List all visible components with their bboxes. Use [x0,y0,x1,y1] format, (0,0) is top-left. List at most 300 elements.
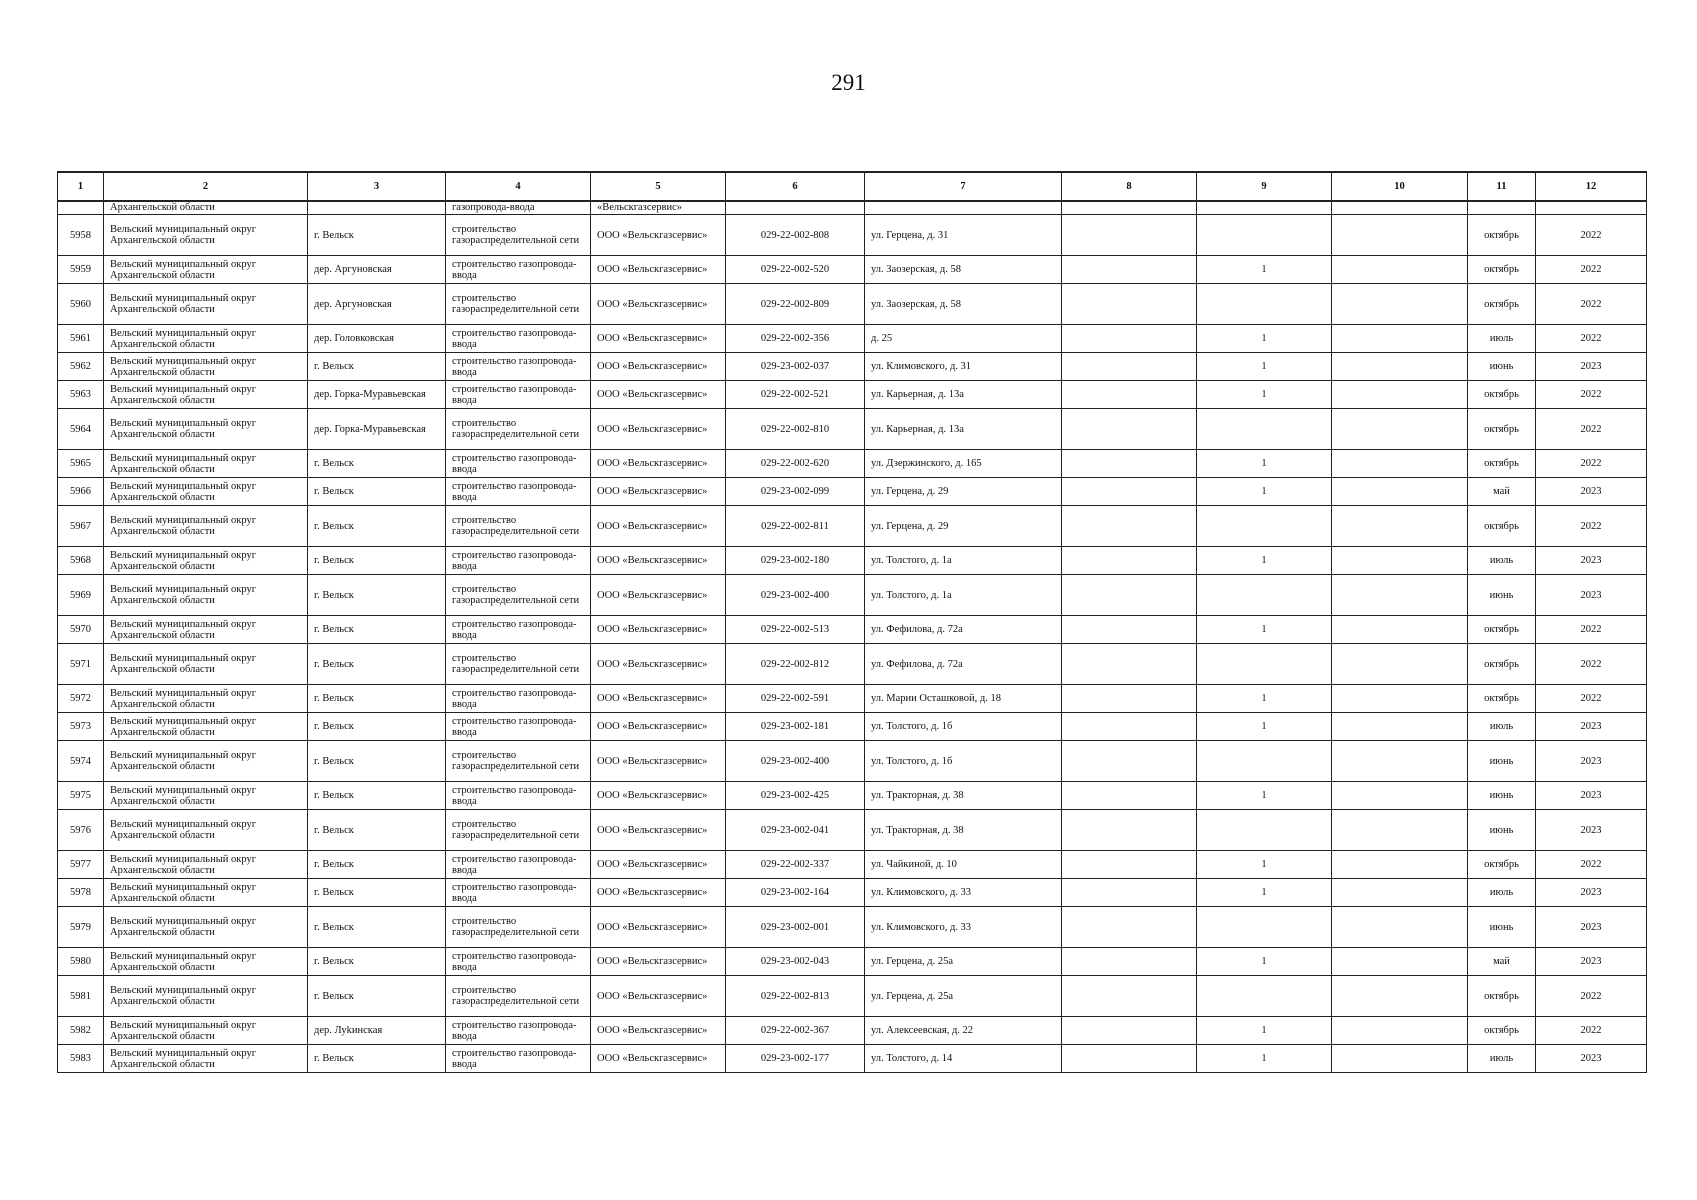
cell-municipality: Вельский муниципальный округ Архангельской области [104,478,308,506]
cell-col8 [1062,616,1197,644]
cell-month: май [1468,478,1536,506]
cell-work: строительство газораспределительной сети [446,409,591,450]
cell-col10 [1332,782,1468,810]
cell-address: ул. Толстого, д. 1а [865,547,1062,575]
cell-settlement: г. Вельск [308,353,446,381]
table-row [58,644,1647,685]
cell-contractor: ООО «Вельскгазсервис» [591,256,726,284]
cell-col9 [1197,284,1332,325]
cell-year: 2022 [1536,409,1647,450]
cell-work: строительство газопровода-ввода [446,381,591,409]
cell-address: ул. Герцена, д. 25а [865,948,1062,976]
cell-col9: 1 [1197,478,1332,506]
cell-address: ул. Герцена, д. 25а [865,976,1062,1017]
cell-settlement: г. Вельск [308,810,446,851]
cell-contractor: ООО «Вельскгазсервис» [591,741,726,782]
cell-contractor: ООО «Вельскгазсервис» [591,782,726,810]
cell-address: ул. Алексеевская, д. 22 [865,1017,1062,1045]
cell-month: октябрь [1468,851,1536,879]
cell-month: октябрь [1468,215,1536,256]
cell-month: июль [1468,325,1536,353]
cell-month: октябрь [1468,381,1536,409]
cell-year: 2022 [1536,256,1647,284]
cell-code: 029-23-002-400 [726,575,865,616]
cell-num: 5977 [58,851,104,879]
cell-municipality: Вельский муниципальный округ Архангельской области [104,506,308,547]
cell-contractor: ООО «Вельскгазсервис» [591,381,726,409]
cell-municipality: Вельский муниципальный округ Архангельской области [104,409,308,450]
cell-code: 029-23-002-099 [726,478,865,506]
cell-municipality: Вельский муниципальный округ Архангельской области [104,381,308,409]
cell-municipality: Вельский муниципальный округ Архангельской области [104,810,308,851]
cell-address: ул. Тракторная, д. 38 [865,810,1062,851]
cell-year: 2022 [1536,381,1647,409]
table-row [58,284,1647,325]
cell-address: ул. Климовского, д. 33 [865,907,1062,948]
table-row [58,976,1647,1017]
cell-year: 2022 [1536,284,1647,325]
cell-col8 [1062,948,1197,976]
cell-col10 [1332,478,1468,506]
cell-col9 [1197,215,1332,256]
column-header: 7 [865,172,1062,201]
cell-num: 5958 [58,215,104,256]
cell-work: газопровода-ввода [446,201,591,215]
cell-num: 5972 [58,685,104,713]
cell-work: строительство газопровода-ввода [446,616,591,644]
cell-num: 5966 [58,478,104,506]
cell-col10 [1332,547,1468,575]
cell-year: 2022 [1536,325,1647,353]
cell-work: строительство газопровода-ввода [446,478,591,506]
cell-address: ул. Заозерская, д. 58 [865,256,1062,284]
cell-work: строительство газопровода-ввода [446,1017,591,1045]
cell-settlement: г. Вельск [308,782,446,810]
cell-code: 029-23-002-425 [726,782,865,810]
cell-col10 [1332,948,1468,976]
cell-col10 [1332,450,1468,478]
cell-municipality: Вельский муниципальный округ Архангельской области [104,284,308,325]
table-row [58,741,1647,782]
cell-col10 [1332,381,1468,409]
cell-col8 [1062,284,1197,325]
cell-year: 2023 [1536,478,1647,506]
cell-code: 029-23-002-180 [726,547,865,575]
cell-contractor: ООО «Вельскгазсервис» [591,575,726,616]
cell-col10 [1332,353,1468,381]
cell-municipality: Вельский муниципальный округ Архангельской области [104,215,308,256]
cell-work: строительство газораспределительной сети [446,644,591,685]
cell-address: ул. Карьерная, д. 13а [865,381,1062,409]
cell-year: 2023 [1536,741,1647,782]
cell-settlement: дер. Горка-Муравьевская [308,381,446,409]
cell-col8 [1062,1017,1197,1045]
cell-contractor: ООО «Вельскгазсервис» [591,879,726,907]
cell-col8 [1062,450,1197,478]
cell-year: 2022 [1536,215,1647,256]
cell-address: ул. Чайкиной, д. 10 [865,851,1062,879]
cell-contractor: ООО «Вельскгазсервис» [591,547,726,575]
cell-municipality: Архангельской области [104,201,308,215]
cell-settlement: г. Вельск [308,907,446,948]
cell-num: 5974 [58,741,104,782]
cell-municipality: Вельский муниципальный округ Архангельской области [104,879,308,907]
cell-address: ул. Герцена, д. 29 [865,478,1062,506]
cell-code: 029-22-002-809 [726,284,865,325]
cell-address: ул. Толстого, д. 14 [865,1045,1062,1073]
cell-num: 5973 [58,713,104,741]
cell-address: ул. Герцена, д. 29 [865,506,1062,547]
table-row [58,353,1647,381]
column-header: 2 [104,172,308,201]
cell-code: 029-22-002-620 [726,450,865,478]
cell-col9: 1 [1197,450,1332,478]
cell-code: 029-22-002-513 [726,616,865,644]
cell-num: 5976 [58,810,104,851]
cell-month: июль [1468,547,1536,575]
cell-settlement: дер. Аргуновская [308,284,446,325]
cell-col10 [1332,284,1468,325]
cell-work: строительство газопровода-ввода [446,325,591,353]
cell-col9: 1 [1197,948,1332,976]
table-row [58,256,1647,284]
cell-settlement: г. Вельск [308,741,446,782]
cell-num: 5963 [58,381,104,409]
cell-municipality: Вельский муниципальный округ Архангельской области [104,976,308,1017]
cell-num: 5981 [58,976,104,1017]
cell-col10 [1332,851,1468,879]
cell-settlement: г. Вельск [308,976,446,1017]
cell-col9 [1197,201,1332,215]
cell-year: 2022 [1536,685,1647,713]
cell-address: ул. Тракторная, д. 38 [865,782,1062,810]
cell-col8 [1062,201,1197,215]
cell-year: 2023 [1536,1045,1647,1073]
cell-code: 029-23-002-041 [726,810,865,851]
column-header: 12 [1536,172,1647,201]
cell-contractor: ООО «Вельскгазсервис» [591,478,726,506]
cell-col10 [1332,1045,1468,1073]
cell-work: строительство газопровода-ввода [446,353,591,381]
cell-code: 029-22-002-811 [726,506,865,547]
table-row [58,325,1647,353]
cell-work: строительство газопровода-ввода [446,450,591,478]
cell-month: июнь [1468,782,1536,810]
cell-col8 [1062,907,1197,948]
cell-code: 029-22-002-810 [726,409,865,450]
cell-address: ул. Климовского, д. 33 [865,879,1062,907]
cell-num: 5959 [58,256,104,284]
cell-year: 2023 [1536,547,1647,575]
table-row [58,782,1647,810]
table-row [58,713,1647,741]
cell-settlement: г. Вельск [308,644,446,685]
column-header: 3 [308,172,446,201]
cell-month: июнь [1468,353,1536,381]
cell-col10 [1332,506,1468,547]
cell-col9: 1 [1197,879,1332,907]
cell-col10 [1332,1017,1468,1045]
cell-year: 2022 [1536,450,1647,478]
cell-code: 029-22-002-808 [726,215,865,256]
cell-month: октябрь [1468,616,1536,644]
cell-num [58,201,104,215]
cell-col10 [1332,713,1468,741]
cell-settlement: дер. Аргуновская [308,256,446,284]
cell-col8 [1062,782,1197,810]
cell-col9: 1 [1197,851,1332,879]
cell-settlement: г. Вельск [308,450,446,478]
cell-col10 [1332,616,1468,644]
cell-col8 [1062,879,1197,907]
cell-num: 5962 [58,353,104,381]
cell-col9 [1197,907,1332,948]
cell-month: июль [1468,713,1536,741]
register-table [57,171,1647,1073]
cell-col9 [1197,976,1332,1017]
table-row [58,851,1647,879]
cell-municipality: Вельский муниципальный округ Архангельской области [104,616,308,644]
cell-address: ул. Карьерная, д. 13а [865,409,1062,450]
cell-contractor: ООО «Вельскгазсервис» [591,506,726,547]
cell-municipality: Вельский муниципальный округ Архангельской области [104,575,308,616]
cell-work: строительство газопровода-ввода [446,713,591,741]
cell-contractor: ООО «Вельскгазсервис» [591,450,726,478]
column-header: 4 [446,172,591,201]
cell-settlement: г. Вельск [308,685,446,713]
cell-month: октябрь [1468,644,1536,685]
cell-settlement: г. Вельск [308,575,446,616]
cell-col10 [1332,409,1468,450]
cell-year: 2023 [1536,575,1647,616]
cell-month: июнь [1468,907,1536,948]
cell-col8 [1062,741,1197,782]
cell-municipality: Вельский муниципальный округ Архангельской области [104,256,308,284]
cell-code: 029-22-002-337 [726,851,865,879]
cell-contractor: ООО «Вельскгазсервис» [591,851,726,879]
cell-settlement: г. Вельск [308,851,446,879]
cell-col9 [1197,810,1332,851]
cell-col9: 1 [1197,325,1332,353]
cell-col8 [1062,685,1197,713]
cell-month: октябрь [1468,450,1536,478]
cell-col9: 1 [1197,685,1332,713]
cell-address: ул. Толстого, д. 1б [865,713,1062,741]
cell-contractor: «Вельскгазсервис» [591,201,726,215]
table-row [58,1045,1647,1073]
cell-col10 [1332,201,1468,215]
cell-month: октябрь [1468,409,1536,450]
cell-num: 5968 [58,547,104,575]
cell-num: 5971 [58,644,104,685]
table-row [58,478,1647,506]
cell-contractor: ООО «Вельскгазсервис» [591,325,726,353]
cell-month: октябрь [1468,506,1536,547]
cell-code: 029-23-002-037 [726,353,865,381]
cell-num: 5969 [58,575,104,616]
cell-contractor: ООО «Вельскгазсервис» [591,616,726,644]
cell-year: 2023 [1536,713,1647,741]
cell-col10 [1332,215,1468,256]
cell-settlement: г. Вельск [308,948,446,976]
cell-col8 [1062,353,1197,381]
column-header: 10 [1332,172,1468,201]
cell-year: 2022 [1536,851,1647,879]
table-row [58,547,1647,575]
cell-code [726,201,865,215]
header-row [58,172,1647,201]
cell-contractor: ООО «Вельскгазсервис» [591,284,726,325]
cell-num: 5960 [58,284,104,325]
cell-year: 2023 [1536,782,1647,810]
cell-col8 [1062,381,1197,409]
cell-work: строительство газораспределительной сети [446,215,591,256]
cell-work: строительство газораспределительной сети [446,810,591,851]
column-header: 1 [58,172,104,201]
cell-col10 [1332,575,1468,616]
cell-col8 [1062,215,1197,256]
cell-address: ул. Климовского, д. 31 [865,353,1062,381]
cell-num: 5967 [58,506,104,547]
cell-col9: 1 [1197,713,1332,741]
cell-work: строительство газопровода-ввода [446,948,591,976]
cell-col9: 1 [1197,547,1332,575]
cell-work: строительство газопровода-ввода [446,879,591,907]
cell-col9: 1 [1197,1017,1332,1045]
cell-municipality: Вельский муниципальный округ Архангельской области [104,644,308,685]
cell-num: 5982 [58,1017,104,1045]
continuation-row [58,201,1647,215]
cell-col9: 1 [1197,256,1332,284]
cell-municipality: Вельский муниципальный округ Архангельской области [104,782,308,810]
cell-code: 029-23-002-164 [726,879,865,907]
cell-work: строительство газопровода-ввода [446,547,591,575]
cell-col8 [1062,547,1197,575]
cell-col8 [1062,256,1197,284]
cell-col8 [1062,713,1197,741]
cell-code: 029-22-002-521 [726,381,865,409]
cell-address: ул. Толстого, д. 1б [865,741,1062,782]
column-header: 6 [726,172,865,201]
cell-year: 2023 [1536,879,1647,907]
cell-code: 029-22-002-591 [726,685,865,713]
cell-year: 2022 [1536,976,1647,1017]
cell-work: строительство газораспределительной сети [446,976,591,1017]
cell-col10 [1332,256,1468,284]
cell-contractor: ООО «Вельскгазсервис» [591,644,726,685]
table-row [58,948,1647,976]
cell-year: 2023 [1536,907,1647,948]
cell-num: 5983 [58,1045,104,1073]
cell-month: июнь [1468,575,1536,616]
table-row [58,1017,1647,1045]
cell-municipality: Вельский муниципальный округ Архангельской области [104,948,308,976]
cell-code: 029-22-002-367 [726,1017,865,1045]
cell-col8 [1062,575,1197,616]
cell-col10 [1332,685,1468,713]
cell-col8 [1062,1045,1197,1073]
cell-settlement [308,201,446,215]
cell-contractor: ООО «Вельскгазсервис» [591,976,726,1017]
cell-municipality: Вельский муниципальный округ Архангельской области [104,685,308,713]
cell-address: ул. Марии Осташковой, д. 18 [865,685,1062,713]
cell-work: строительство газораспределительной сети [446,575,591,616]
cell-col9 [1197,575,1332,616]
cell-col8 [1062,644,1197,685]
cell-work: строительство газопровода-ввода [446,1045,591,1073]
cell-settlement: г. Вельск [308,547,446,575]
cell-address [865,201,1062,215]
cell-address: ул. Толстого, д. 1а [865,575,1062,616]
cell-address: ул. Фефилова, д. 72а [865,616,1062,644]
column-header: 9 [1197,172,1332,201]
table-row [58,907,1647,948]
cell-code: 029-22-002-356 [726,325,865,353]
cell-year: 2022 [1536,616,1647,644]
cell-settlement: г. Вельск [308,713,446,741]
cell-municipality: Вельский муниципальный округ Архангельской области [104,741,308,782]
cell-col9: 1 [1197,353,1332,381]
table-row [58,616,1647,644]
cell-year: 2023 [1536,810,1647,851]
cell-address: ул. Герцена, д. 31 [865,215,1062,256]
cell-col8 [1062,409,1197,450]
cell-col10 [1332,644,1468,685]
cell-code: 029-23-002-181 [726,713,865,741]
cell-month: октябрь [1468,1017,1536,1045]
cell-year: 2023 [1536,948,1647,976]
table-row [58,381,1647,409]
cell-col9 [1197,644,1332,685]
cell-code: 029-22-002-813 [726,976,865,1017]
cell-col8 [1062,478,1197,506]
cell-month: май [1468,948,1536,976]
column-header: 8 [1062,172,1197,201]
table-row [58,810,1647,851]
cell-col9: 1 [1197,381,1332,409]
cell-num: 5964 [58,409,104,450]
cell-month: октябрь [1468,976,1536,1017]
cell-code: 029-23-002-001 [726,907,865,948]
cell-work: строительство газораспределительной сети [446,741,591,782]
cell-work: строительство газопровода-ввода [446,782,591,810]
cell-code: 029-22-002-812 [726,644,865,685]
cell-col10 [1332,879,1468,907]
cell-col8 [1062,506,1197,547]
cell-settlement: г. Вельск [308,616,446,644]
cell-contractor: ООО «Вельскгазсервис» [591,409,726,450]
cell-municipality: Вельский муниципальный округ Архангельской области [104,1045,308,1073]
cell-col8 [1062,810,1197,851]
cell-num: 5980 [58,948,104,976]
cell-year [1536,201,1647,215]
cell-month: октябрь [1468,685,1536,713]
cell-num: 5965 [58,450,104,478]
cell-col9: 1 [1197,1045,1332,1073]
cell-year: 2022 [1536,644,1647,685]
cell-month: октябрь [1468,284,1536,325]
cell-work: строительство газораспределительной сети [446,506,591,547]
cell-work: строительство газораспределительной сети [446,907,591,948]
cell-year: 2022 [1536,506,1647,547]
cell-address: ул. Дзержинского, д. 165 [865,450,1062,478]
column-header: 5 [591,172,726,201]
cell-col10 [1332,741,1468,782]
cell-col8 [1062,976,1197,1017]
table-row [58,215,1647,256]
cell-year: 2022 [1536,1017,1647,1045]
column-header: 11 [1468,172,1536,201]
